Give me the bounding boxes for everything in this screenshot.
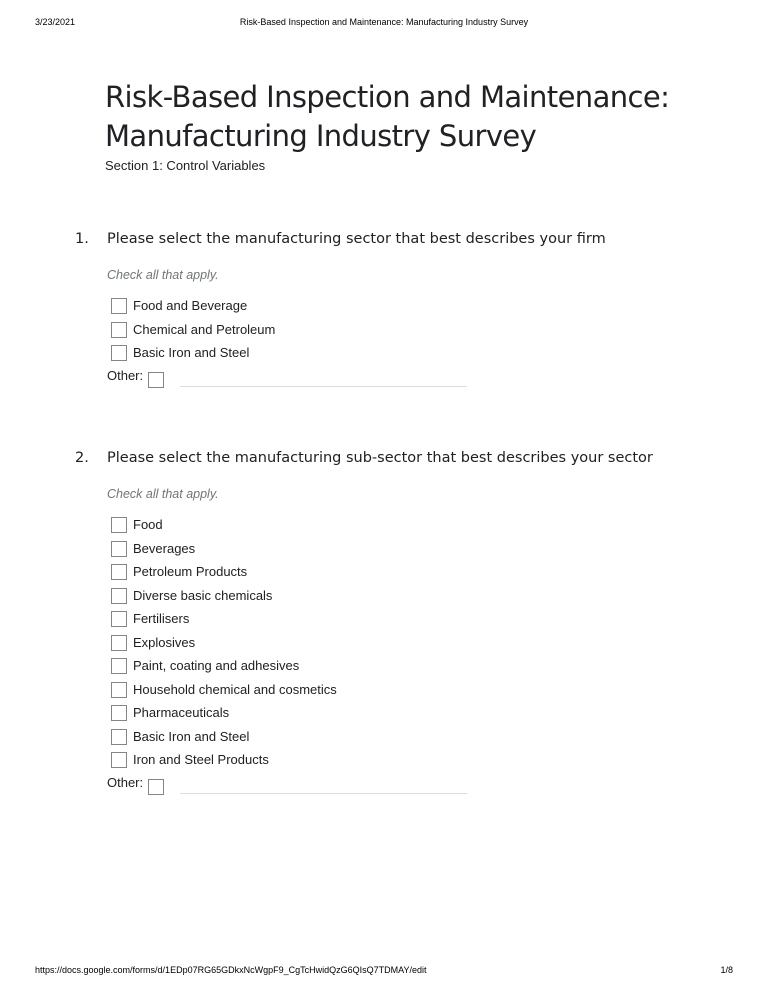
page-number: 1/8 bbox=[720, 965, 733, 975]
checkbox[interactable] bbox=[111, 752, 127, 768]
other-checkbox[interactable] bbox=[148, 779, 164, 795]
checkbox[interactable] bbox=[111, 564, 127, 580]
checkbox[interactable] bbox=[111, 705, 127, 721]
question-text: Please select the manufacturing sub-sector that best describes your sector bbox=[107, 450, 653, 466]
other-checkbox[interactable] bbox=[148, 372, 164, 388]
option-label: Explosives bbox=[133, 634, 196, 650]
checkbox[interactable] bbox=[111, 729, 127, 745]
checkbox[interactable] bbox=[111, 298, 127, 314]
print-header bbox=[0, 17, 768, 31]
other-option bbox=[107, 368, 487, 390]
checkbox[interactable] bbox=[111, 611, 127, 627]
question-number: 2. bbox=[75, 450, 89, 466]
other-text-input[interactable] bbox=[180, 777, 467, 794]
page-url: https://docs.google.com/forms/d/1EDp07RG65GDkxNcWgpF9_CgTcHwidQzG6QIsQ7TDMAY/edit bbox=[35, 965, 427, 975]
form-title: Risk-Based Inspection and Maintenance: Manufacturing Industry Survey bbox=[105, 80, 670, 153]
print-header-title: Risk-Based Inspection and Maintenance: Manufacturing Industry Survey bbox=[239, 17, 529, 27]
other-label: Other: bbox=[107, 368, 144, 383]
option-label: Beverages bbox=[133, 540, 196, 556]
print-date: 3/23/2021 bbox=[35, 17, 76, 27]
checkbox[interactable] bbox=[111, 322, 127, 338]
option-label: Chemical and Petroleum bbox=[133, 321, 276, 337]
option-label: Diverse basic chemicals bbox=[133, 587, 273, 603]
checkbox[interactable] bbox=[111, 345, 127, 361]
option-label: Iron and Steel Products bbox=[133, 752, 269, 767]
other-label: Other: bbox=[107, 775, 144, 790]
option-label: Petroleum Products bbox=[133, 564, 248, 579]
option-label: Pharmaceuticals bbox=[133, 705, 230, 720]
checkbox[interactable] bbox=[111, 541, 127, 557]
option-label: Food bbox=[133, 517, 163, 532]
question-hint: Check all that apply. bbox=[107, 268, 219, 282]
option-label: Basic Iron and Steel bbox=[133, 345, 250, 360]
option-label: Fertilisers bbox=[133, 611, 190, 626]
question-number: 1. bbox=[75, 231, 89, 247]
other-option bbox=[107, 775, 487, 797]
option-label: Food and Beverage bbox=[133, 298, 248, 313]
option-label: Basic Iron and Steel bbox=[133, 728, 250, 744]
checkbox[interactable] bbox=[111, 588, 127, 604]
checkbox[interactable] bbox=[111, 658, 127, 674]
other-text-input[interactable] bbox=[180, 370, 467, 387]
option-label: Household chemical and cosmetics bbox=[133, 681, 337, 697]
print-footer bbox=[0, 965, 768, 979]
question-text: Please select the manufacturing sector that best describes your firm bbox=[107, 231, 606, 247]
option-label: Paint, coating and adhesives bbox=[133, 658, 300, 673]
checkbox[interactable] bbox=[111, 682, 127, 698]
checkbox[interactable] bbox=[111, 635, 127, 651]
checkbox[interactable] bbox=[111, 517, 127, 533]
section-title: Section 1: Control Variables bbox=[105, 158, 266, 173]
question-hint: Check all that apply. bbox=[107, 487, 219, 501]
